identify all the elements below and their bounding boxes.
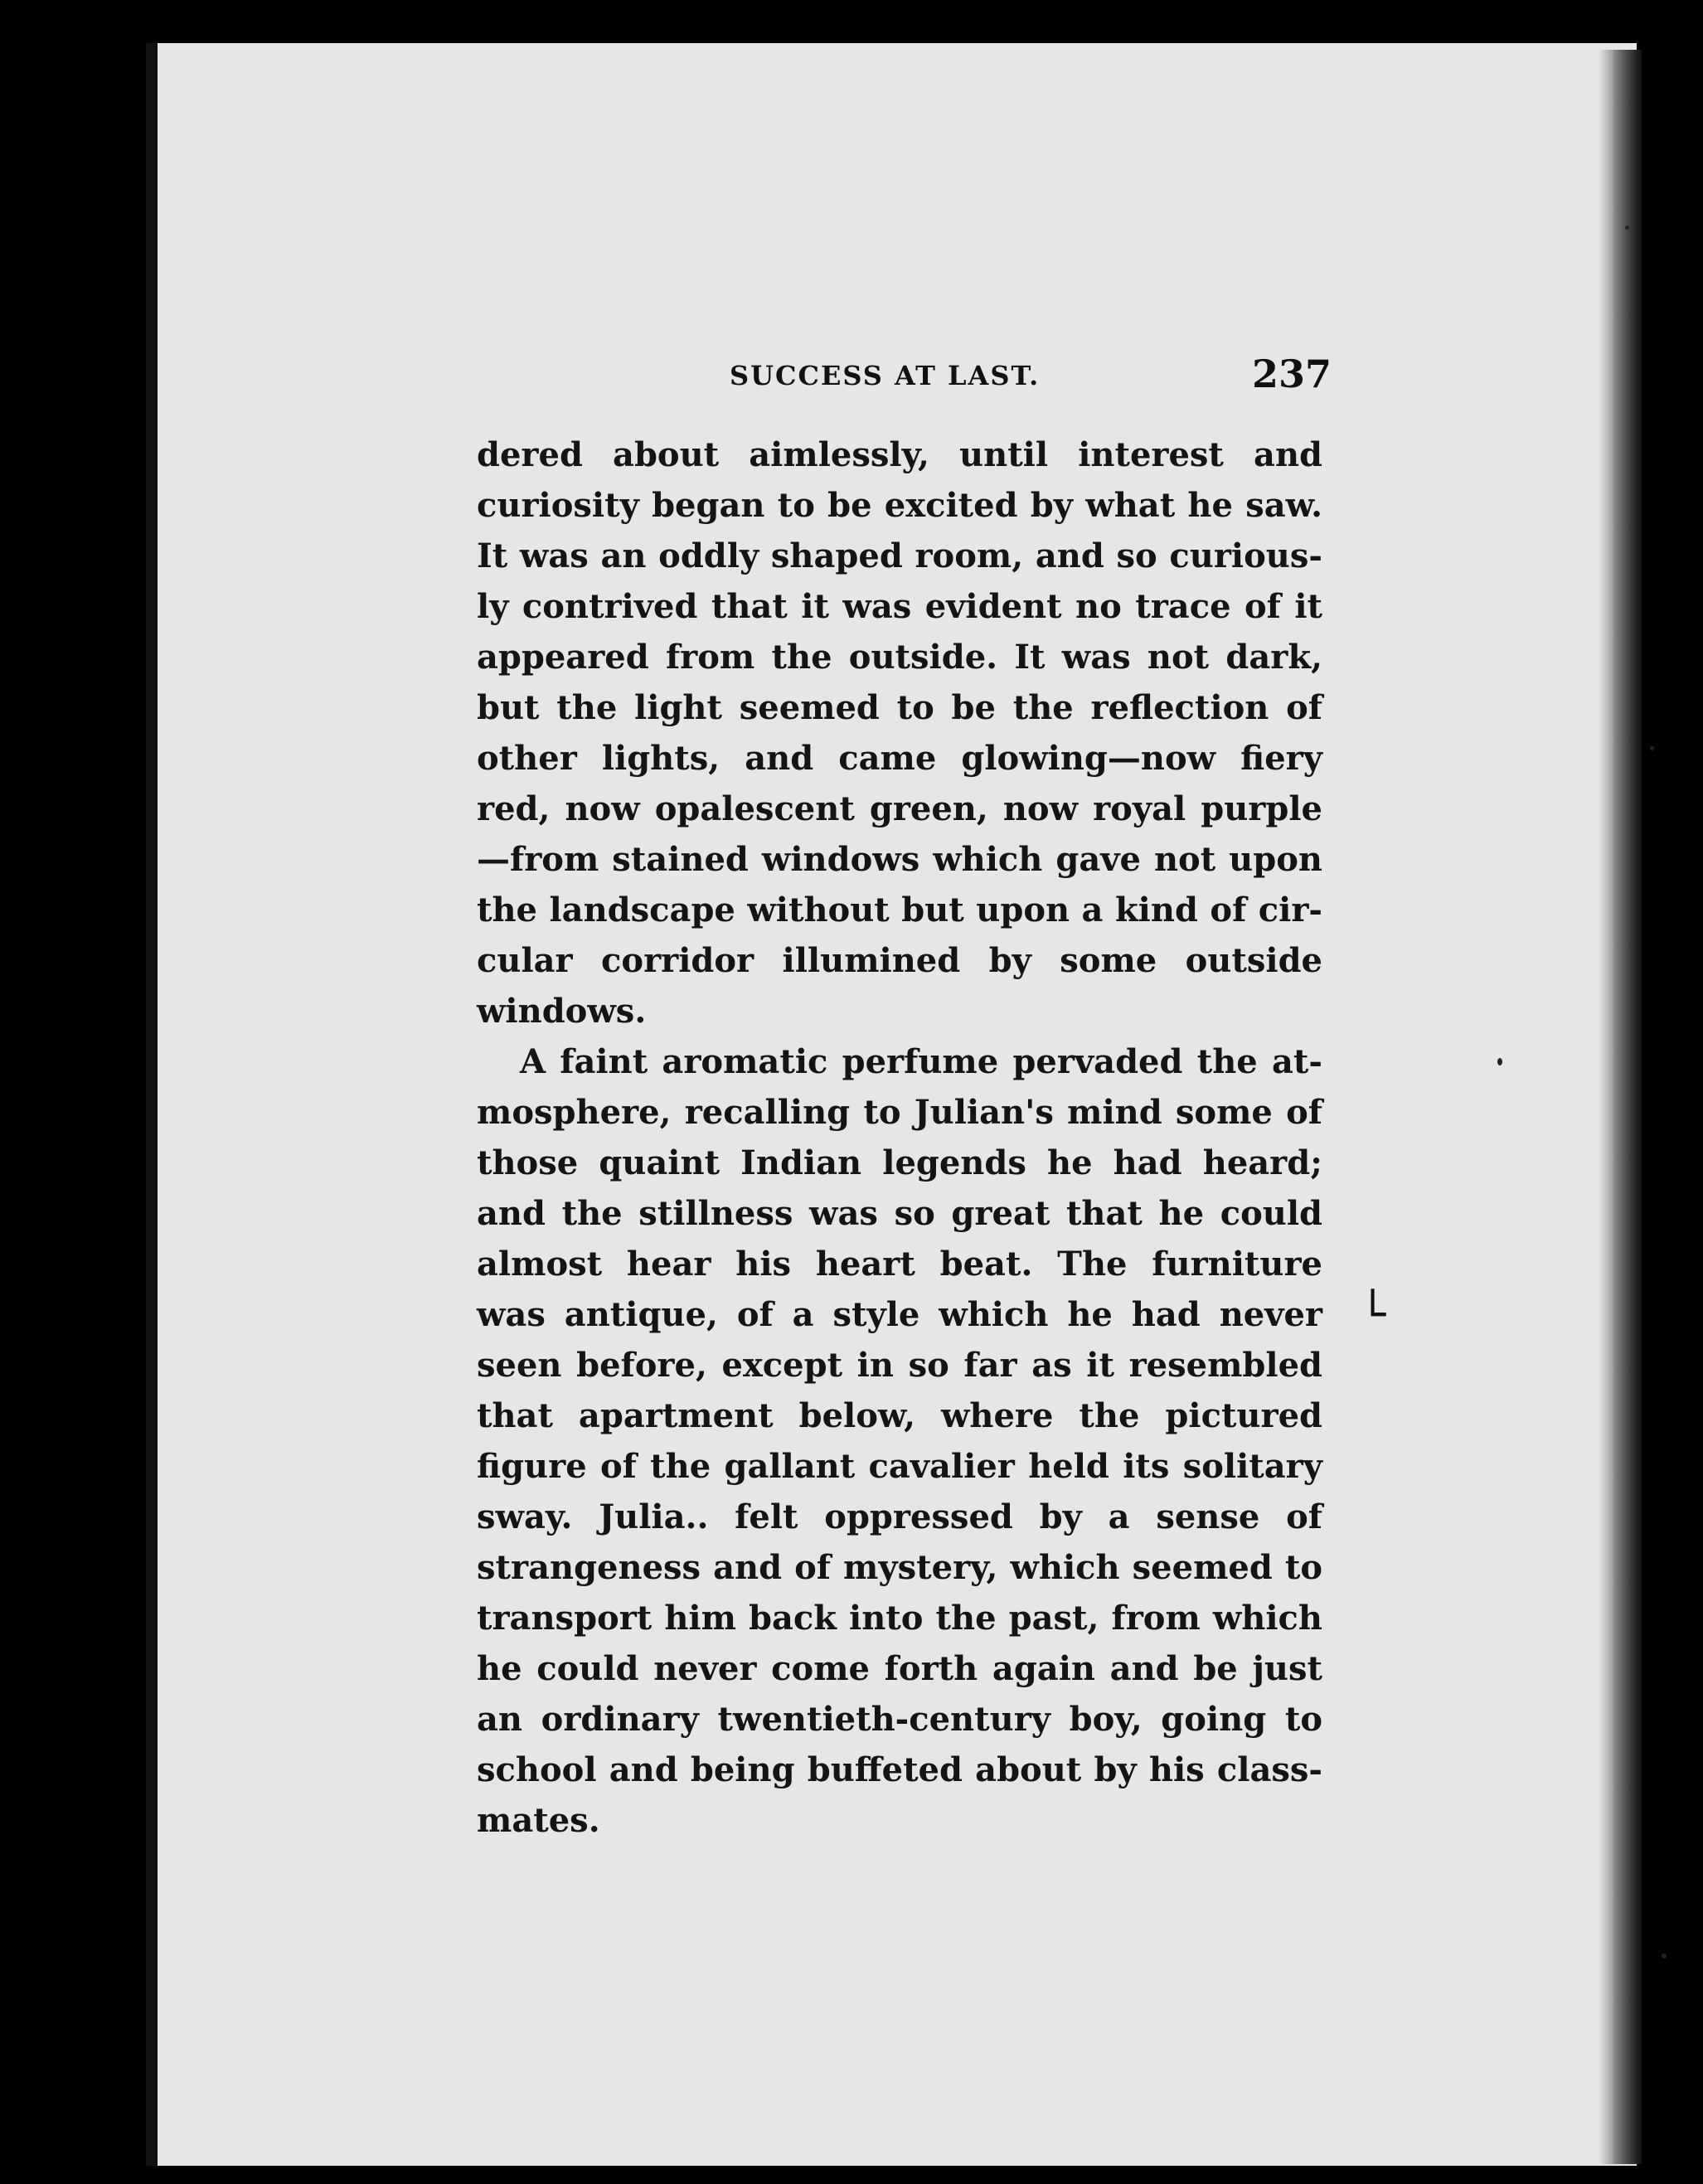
page-number: 237 — [1252, 352, 1332, 396]
page-header — [477, 352, 1332, 401]
text-line: appeared from the outside. It was not dark, — [477, 638, 1322, 677]
text-line: sway. Julia.. felt oppressed by a sense of — [477, 1497, 1322, 1536]
body-text — [477, 430, 1322, 1846]
scan-speck — [1662, 1953, 1667, 1958]
margin-pencil-mark: └ — [1360, 1290, 1386, 1340]
scan-speck — [1650, 746, 1654, 750]
scan-speck — [1497, 1058, 1502, 1065]
text-line: figure of the gallant cavalier held its solitary — [477, 1447, 1322, 1486]
text-line: but the light seemed to be the reflection of — [477, 688, 1322, 727]
paragraph — [477, 1036, 1322, 1846]
text-line: mates. — [477, 1801, 600, 1840]
text-line: transport him back into the past, from which — [477, 1599, 1322, 1638]
running-head: SUCCESS AT LAST. — [730, 360, 1041, 391]
page-edge-shade — [1599, 50, 1613, 2164]
binding-edge — [146, 43, 158, 2166]
text-line: and the stillness was so great that he could — [477, 1194, 1322, 1233]
text-line: A faint aromatic perfume pervaded the at- — [520, 1042, 1322, 1081]
text-line: an ordinary twentieth-century boy, going to — [477, 1700, 1322, 1739]
text-line: was antique, of a style which he had never — [477, 1295, 1322, 1334]
text-line: —from stained windows which gave not upon — [477, 840, 1322, 879]
paragraph — [477, 430, 1322, 1036]
text-line: It was an oddly shaped room, and so curious- — [477, 536, 1322, 575]
text-line: cular corridor illumined by some outside — [477, 941, 1322, 980]
text-line: he could never come forth again and be just — [477, 1649, 1322, 1688]
text-line: other lights, and came glowing—now fiery — [477, 739, 1322, 778]
text-line: strangeness and of mystery, which seemed to — [477, 1548, 1322, 1587]
page-edge-shadow — [1613, 50, 1642, 2164]
text-line: school and being buffeted about by his class- — [477, 1750, 1322, 1789]
text-line: almost hear his heart beat. The furniture — [477, 1245, 1322, 1284]
scan-speck — [1625, 226, 1629, 230]
text-line: curiosity began to be excited by what he saw. — [477, 486, 1322, 525]
text-line: mosphere, recalling to Julian's mind some of — [477, 1093, 1322, 1132]
text-line: red, now opalescent green, now royal purple — [477, 789, 1322, 828]
text-line: dered about aimlessly, until interest and — [477, 435, 1322, 474]
text-line: ly contrived that it was evident no trace of it — [477, 587, 1322, 626]
text-line: that apartment below, where the pictured — [477, 1396, 1322, 1435]
text-line: the landscape without but upon a kind of cir- — [477, 891, 1322, 929]
text-line: seen before, except in so far as it resembled — [477, 1346, 1322, 1385]
text-line: windows. — [477, 992, 647, 1031]
text-line: those quaint Indian legends he had heard; — [477, 1143, 1322, 1182]
